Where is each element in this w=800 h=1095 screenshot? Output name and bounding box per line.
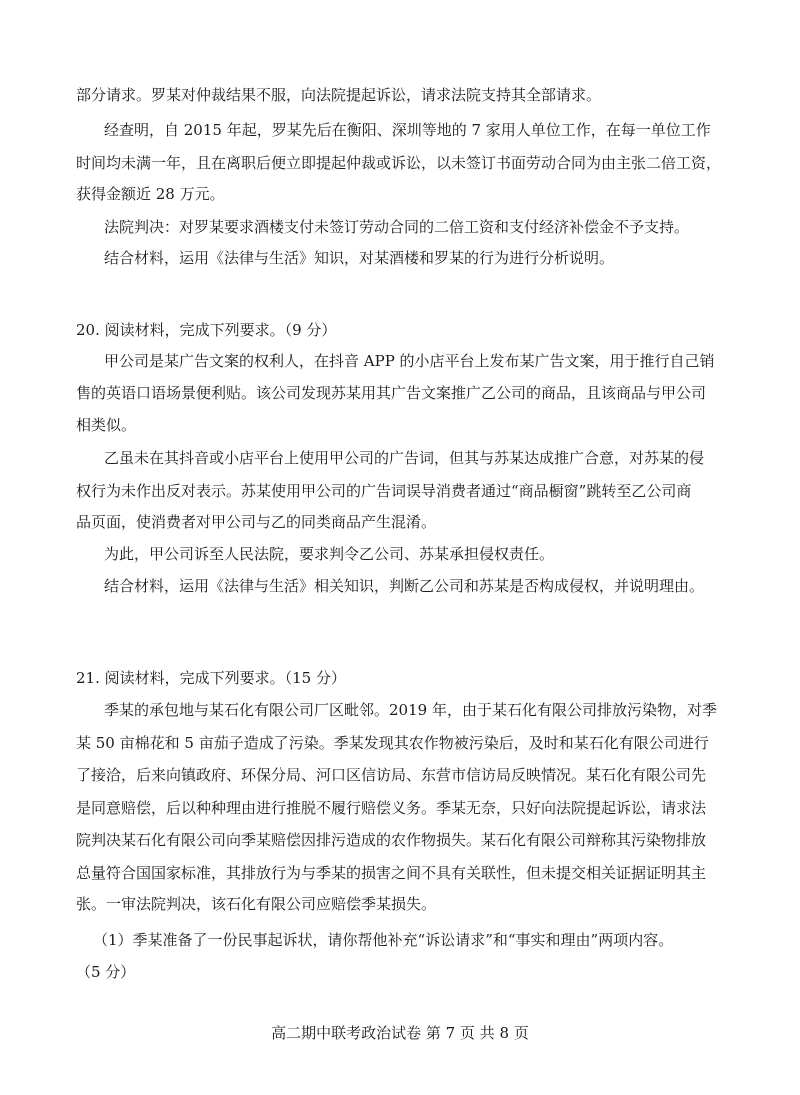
question-20-title: 20. 阅读材料，完成下列要求。（9 分） xyxy=(76,321,337,339)
paragraph-line: 获得金额近 28 万元。 xyxy=(76,185,225,203)
paragraph-line: 经查明，自 2015 年起，罗某先后在衡阳、深圳等地的 7 家用人单位工作，在每一单位工作 xyxy=(104,121,711,139)
question-21-title: 21. 阅读材料，完成下列要求。（15 分） xyxy=(76,669,346,687)
paragraph-line: 为此，甲公司诉至人民法院，要求判令乙公司、苏某承担侵权责任。 xyxy=(104,545,555,563)
paragraph-line: 相类似。 xyxy=(76,416,137,434)
paragraph-line: 甲公司是某广告文案的权利人，在抖音 APP 的小店平台上发布某广告文案，用于推行自己销 xyxy=(104,352,715,370)
paragraph-line: 时间均未满一年，且在离职后便立即提起仲裁或诉讼，以未签订书面劳动合同为由主张二倍工资， xyxy=(76,154,722,172)
paragraph-line: 了接洽，后来向镇政府、环保分局、河口区信访局、东营市信访局反映情况。某石化有限公司先 xyxy=(76,766,707,784)
paragraph-line: 权行为未作出反对表示。苏某使用甲公司的广告词误导消费者通过“商品橱窗”跳转至乙公司商 xyxy=(76,482,692,500)
sub-question-1-score: （5 分） xyxy=(76,963,136,981)
paragraph-line: 部分请求。罗某对仲裁结果不服，向法院提起诉讼，请求法院支持其全部请求。 xyxy=(76,86,602,104)
question-prompt: 结合材料，运用《法律与生活》相关知识，判断乙公司和苏某是否构成侵权，并说明理由。 xyxy=(104,577,705,595)
paragraph-line: 某 50 亩棉花和 5 亩茄子造成了污染。季某发现其农作物被污染后，及时和某石化有限公司进行 xyxy=(76,734,709,752)
paragraph-line: 张。一审法院判决，该石化有限公司应赔偿季某损失。 xyxy=(76,895,437,913)
question-prompt: 结合材料，运用《法律与生活》知识，对某酒楼和罗某的行为进行分析说明。 xyxy=(104,249,615,267)
paragraph-line: 院判决某石化有限公司向季某赔偿因排污造成的农作物损失。某石化有限公司辩称其污染物排放 xyxy=(76,831,707,849)
paragraph-line: 乙虽未在其抖音或小店平台上使用甲公司的广告词，但其与苏某达成推广合意，对苏某的侵 xyxy=(104,449,705,467)
paragraph-line: 季某的承包地与某石化有限公司厂区毗邻。2019 年，由于某石化有限公司排放污染物，对季 xyxy=(104,701,717,719)
page-footer: 高二期中联考政治试卷 第 7 页 共 8 页 xyxy=(271,1024,529,1042)
paragraph-line: 法院判决：对罗某要求酒楼支付未签订劳动合同的二倍工资和支付经济补偿金不予支持。 xyxy=(104,218,690,236)
sub-question-1: （1）季某准备了一份民事起诉状，请你帮他补充“诉讼请求”和“事实和理由”两项内容。 xyxy=(93,931,674,949)
paragraph-line: 品页面，使消费者对甲公司与乙的同类商品产生混淆。 xyxy=(76,513,437,531)
paragraph-line: 是同意赔偿，后以种种理由进行推脱不履行赔偿义务。季某无奈，只好向法院提起诉讼，请求法 xyxy=(76,799,707,817)
paragraph-line: 总量符合国国家标准，其排放行为与季某的损害之间不具有关联性，但未提交相关证据证明其主 xyxy=(76,864,707,882)
paragraph-line: 售的英语口语场景便利贴。该公司发现苏某用其广告文案推广乙公司的商品，且该商品与甲公司 xyxy=(76,384,707,402)
